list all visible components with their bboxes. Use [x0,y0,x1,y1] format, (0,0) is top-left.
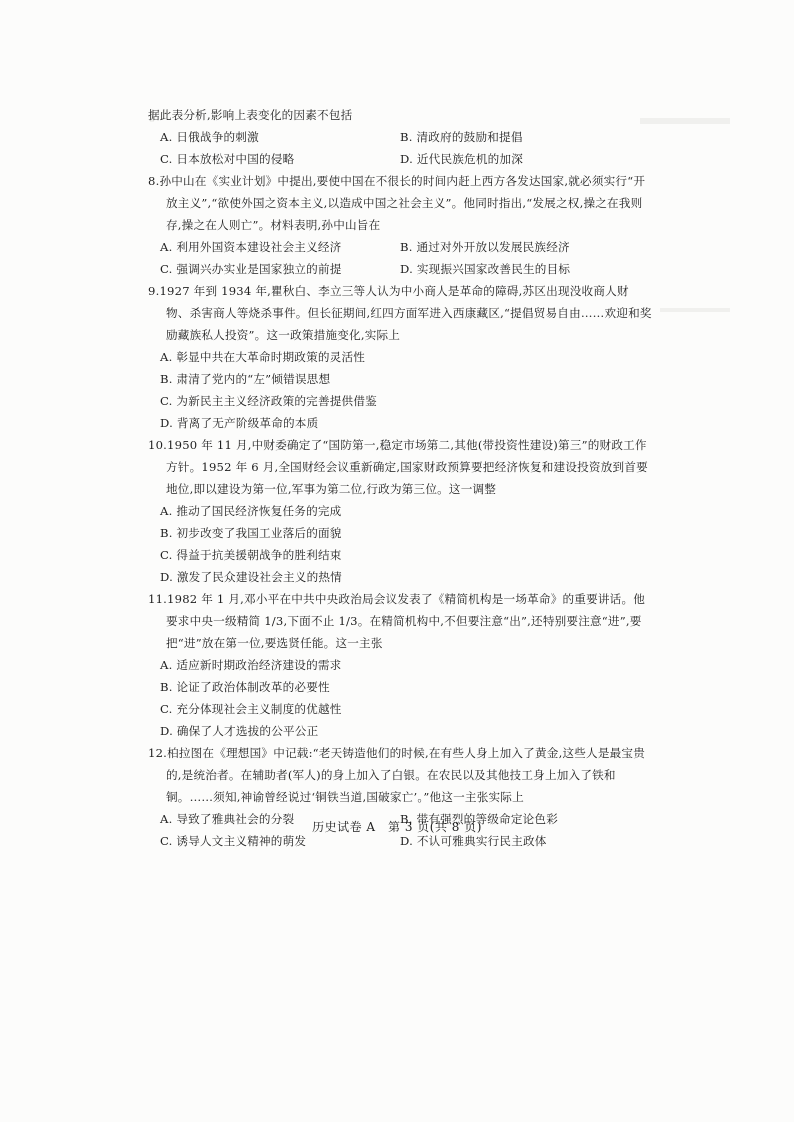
option-c: C. 强调兴办实业是国家独立的前提 [160,262,342,276]
scan-smudge [660,308,730,312]
option-a: A. 推动了国民经济恢复任务的完成 [160,504,342,518]
option-d: D. 确保了人才选拔的公平公正 [160,724,319,738]
question-stem [148,434,652,500]
question-number: 10. [148,438,168,452]
question-q9 [148,280,652,434]
question-q8 [148,170,652,280]
option-b: B. 肃清了党内的“左”倾错误思想 [160,372,331,386]
question-number: 12. [148,746,168,760]
question-list [148,104,652,852]
question-q12 [148,742,652,852]
option-c: C. 得益于抗美援朝战争的胜利结束 [160,548,342,562]
option-d: D. 激发了民众建设社会主义的热情 [160,570,342,584]
option-c: C. 为新民主主义经济政策的完善提供借鉴 [160,394,377,408]
question-q7 [148,104,652,170]
option-c: C. 日本放松对中国的侵略 [160,152,295,166]
option-d: D. 背离了无产阶级革命的本质 [160,416,319,430]
scan-smudge [640,118,730,124]
question-text: 1927 年到 1934 年,瞿秋白、李立三等人认为中小商人是革命的障碍,苏区出现没收商人财物、杀害商人等烧杀事件。但长征期间,红四方面军进入西康藏区,“提倡贸易自由……欢迎和奖励藏族私人投资”。这一政策措施变化,实际上 [159,284,652,342]
option-group [148,346,652,434]
question-text: 柏拉图在《理想国》中记载:“老天铸造他们的时候,在有些人身上加入了黄金,这些人是最宝贵的,是统治者。在辅助者(军人)的身上加入了白银。在农民以及其他技工身上加入了铁和铜。……须知,神谕曾经说过‘铜铁当道,国破家亡’。”他这一主张实际上 [166,746,646,804]
question-q11 [148,588,652,742]
option-b: B. 论证了政治体制改革的必要性 [160,680,330,694]
option-d: D. 不认可雅典实行民主政体 [400,834,547,848]
question-text: 据此表分析,影响上表变化的因素不包括 [148,108,353,122]
option-group [148,236,652,280]
option-a: A. 导致了雅典社会的分裂 [160,812,295,826]
question-q10 [148,434,652,588]
option-group [148,500,652,588]
question-stem [148,742,652,808]
option-a: A. 适应新时期政治经济建设的需求 [160,658,342,672]
question-number: 8. [148,174,160,188]
option-a: A. 利用外国资本建设社会主义经济 [160,240,342,254]
option-b: B. 初步改变了我国工业落后的面貌 [160,526,342,540]
question-stem [148,280,652,346]
option-b: B. 带有强烈的等级命定论色彩 [400,812,559,826]
question-number: 9. [148,284,160,298]
question-stem [148,170,652,236]
option-group [148,126,652,170]
option-b: B. 清政府的鼓励和提倡 [400,130,523,144]
question-text: 1950 年 11 月,中财委确定了“国防第一,稳定市场第二,其他(带投资性建设)第三”的财政工作方针。1952 年 6 月,全国财经会议重新确定,国家财政预算要把经济恢复和建设投资放到首要地位,即以建设为第一位,军事为第二位,行政为第三位。这一调整 [166,438,648,496]
option-d: D. 实现振兴国家改善民生的目标 [400,262,571,276]
option-a: A. 日俄战争的刺激 [160,130,259,144]
option-c: C. 诱导人文主义精神的萌发 [160,834,307,848]
option-group [148,654,652,742]
option-d: D. 近代民族危机的加深 [400,152,523,166]
question-text: 1982 年 1 月,邓小平在中共中央政治局会议发表了《精简机构是一场革命》的重要讲话。他要求中央一级精简 1/3,下面不止 1/3。在精简机构中,不但要注意“出”,还特别要注意“进”,要把“进”放在第一位,要选贤任能。这一主张 [166,592,646,650]
option-b: B. 通过对外开放以发展民族经济 [400,240,570,254]
option-a: A. 彰显中共在大革命时期政策的灵活性 [160,350,366,364]
question-number: 11. [148,592,168,606]
question-stem [148,104,652,126]
option-c: C. 充分体现社会主义制度的优越性 [160,702,342,716]
question-text: 孙中山在《实业计划》中提出,要使中国在不很长的时间内赶上西方各发达国家,就必须实行“开放主义”,“欲使外国之资本主义,以造成中国之社会主义”。他同时指出,“发展之权,操之在我则存,操之在人则亡”。材料表明,孙中山旨在 [159,174,646,232]
page-footer: 历史试卷 A 第 3 页(共 8 页) [312,820,482,834]
question-stem [148,588,652,654]
